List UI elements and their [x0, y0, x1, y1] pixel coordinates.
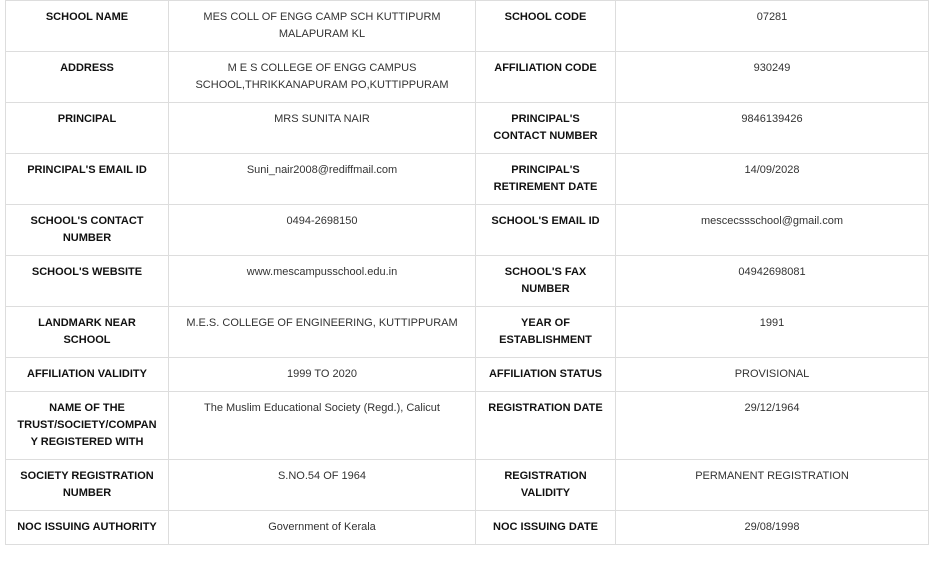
value-cell: 29/12/1964 — [616, 392, 929, 460]
value-cell: M.E.S. COLLEGE OF ENGINEERING, KUTTIPPURAM — [169, 307, 476, 358]
table-row — [6, 392, 929, 460]
value-cell: MRS SUNITA NAIR — [169, 103, 476, 154]
table-row — [6, 307, 929, 358]
value-cell: PERMANENT REGISTRATION — [616, 460, 929, 511]
label-cell: AFFILIATION STATUS — [476, 358, 616, 392]
label-cell: SCHOOL'S WEBSITE — [6, 256, 169, 307]
label-cell: SCHOOL'S FAX NUMBER — [476, 256, 616, 307]
value-cell: PROVISIONAL — [616, 358, 929, 392]
label-cell: NAME OF THE TRUST/SOCIETY/COMPANY REGISTERED WITH — [6, 392, 169, 460]
label-cell: ADDRESS — [6, 52, 169, 103]
value-cell: 930249 — [616, 52, 929, 103]
label-cell: PRINCIPAL'S EMAIL ID — [6, 154, 169, 205]
label-cell: LANDMARK NEAR SCHOOL — [6, 307, 169, 358]
label-cell: SCHOOL NAME — [6, 1, 169, 52]
table-row — [6, 358, 929, 392]
value-cell: The Muslim Educational Society (Regd.), Calicut — [169, 392, 476, 460]
label-cell: PRINCIPAL'S RETIREMENT DATE — [476, 154, 616, 205]
label-cell: SCHOOL CODE — [476, 1, 616, 52]
value-cell: mescecssschool@gmail.com — [616, 205, 929, 256]
table-row — [6, 103, 929, 154]
value-cell: 1991 — [616, 307, 929, 358]
table-row — [6, 154, 929, 205]
value-cell: 14/09/2028 — [616, 154, 929, 205]
label-cell: AFFILIATION VALIDITY — [6, 358, 169, 392]
value-cell: 29/08/1998 — [616, 511, 929, 545]
label-cell: NOC ISSUING AUTHORITY — [6, 511, 169, 545]
label-cell: PRINCIPAL'S CONTACT NUMBER — [476, 103, 616, 154]
table-row — [6, 460, 929, 511]
table-row — [6, 256, 929, 307]
label-cell: YEAR OF ESTABLISHMENT — [476, 307, 616, 358]
value-cell: M E S COLLEGE OF ENGG CAMPUS SCHOOL,THRIKKANAPURAM PO,KUTTIPPURAM — [169, 52, 476, 103]
table-row — [6, 1, 929, 52]
label-cell: SOCIETY REGISTRATION NUMBER — [6, 460, 169, 511]
value-cell: MES COLL OF ENGG CAMP SCH KUTTIPURM MALAPURAM KL — [169, 1, 476, 52]
value-cell: www.mescampusschool.edu.in — [169, 256, 476, 307]
value-cell: 9846139426 — [616, 103, 929, 154]
table-row — [6, 511, 929, 545]
label-cell: SCHOOL'S CONTACT NUMBER — [6, 205, 169, 256]
label-cell: REGISTRATION VALIDITY — [476, 460, 616, 511]
school-info-table — [5, 0, 929, 545]
value-cell: 1999 TO 2020 — [169, 358, 476, 392]
school-info-container — [5, 0, 928, 545]
value-cell: Government of Kerala — [169, 511, 476, 545]
table-row — [6, 52, 929, 103]
label-cell: NOC ISSUING DATE — [476, 511, 616, 545]
table-row — [6, 205, 929, 256]
value-cell: Suni_nair2008@rediffmail.com — [169, 154, 476, 205]
value-cell: S.NO.54 OF 1964 — [169, 460, 476, 511]
label-cell: SCHOOL'S EMAIL ID — [476, 205, 616, 256]
label-cell: PRINCIPAL — [6, 103, 169, 154]
label-cell: AFFILIATION CODE — [476, 52, 616, 103]
value-cell: 07281 — [616, 1, 929, 52]
label-cell: REGISTRATION DATE — [476, 392, 616, 460]
value-cell: 04942698081 — [616, 256, 929, 307]
value-cell: 0494-2698150 — [169, 205, 476, 256]
